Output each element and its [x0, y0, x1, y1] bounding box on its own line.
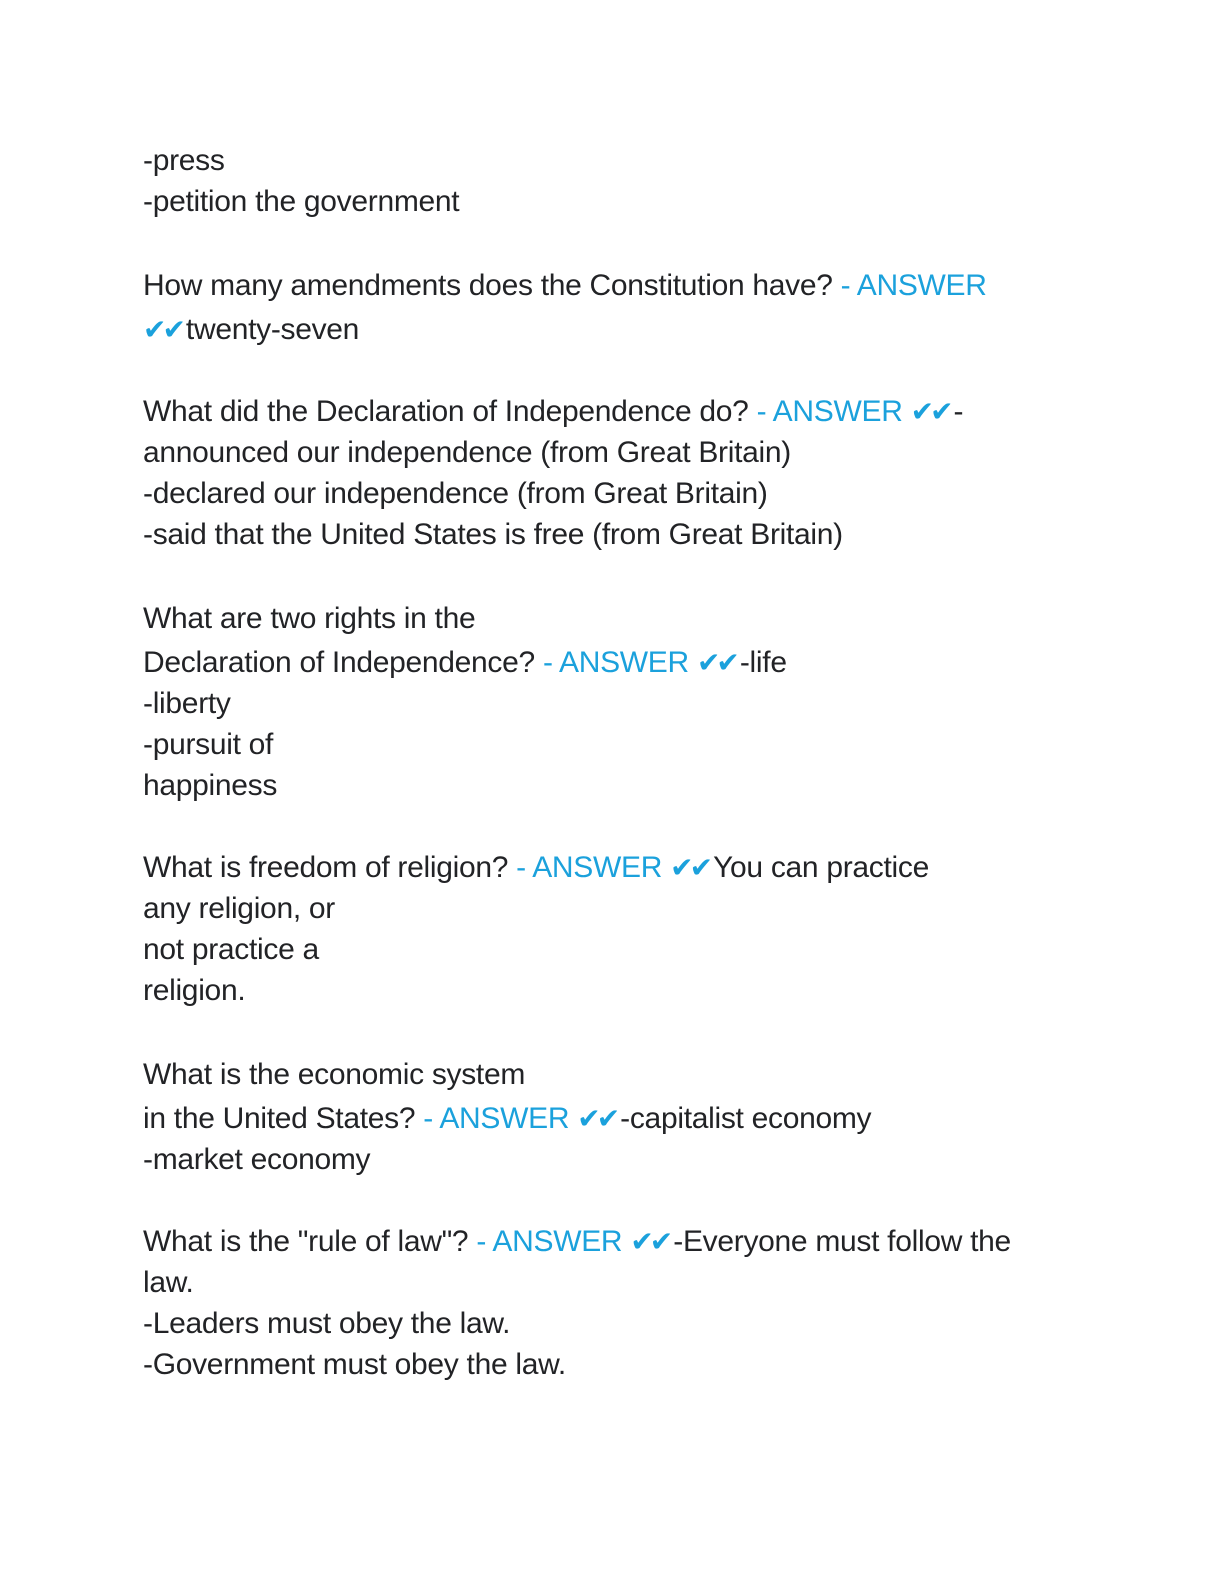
answer-text: -capitalist economy	[620, 1102, 872, 1135]
checkmark-icon: ✔✔	[630, 1225, 670, 1258]
answer-line: -market economy	[143, 1143, 371, 1176]
paragraph-gap	[143, 222, 1103, 263]
paragraph-gap	[143, 555, 1103, 596]
qa-item	[143, 596, 1103, 806]
answer-label: - ANSWER	[508, 851, 663, 884]
paragraph-gap	[143, 350, 1103, 391]
answer-text: -life	[739, 646, 787, 679]
answer-label: - ANSWER	[832, 269, 987, 302]
qa-item	[143, 847, 1103, 1011]
answer-text: -Everyone must follow the	[673, 1225, 1011, 1258]
answer-line: -pursuit of	[143, 728, 274, 761]
answer-line: -liberty	[143, 687, 231, 720]
checkmark-icon: ✔✔	[696, 646, 736, 679]
intro-line: -press	[143, 144, 225, 177]
question-text: What did the Declaration of Independence do?	[143, 395, 749, 428]
question-line: What are two rights in the	[143, 602, 476, 635]
answer-text: -	[953, 395, 964, 428]
qa-item	[143, 1052, 1103, 1180]
intro-line: -petition the government	[143, 185, 460, 218]
paragraph-gap	[143, 1180, 1103, 1221]
answer-line: -said that the United States is free (from Great Britain)	[143, 518, 843, 551]
answer-label: - ANSWER	[748, 395, 903, 428]
answer-text: You can practice	[713, 851, 929, 884]
answer-line: -declared our independence (from Great Britain)	[143, 477, 768, 510]
question-line	[143, 642, 1103, 683]
question-text: Declaration of Independence?	[143, 646, 535, 679]
qa-item	[143, 391, 1103, 555]
qa-item	[143, 1221, 1103, 1385]
checkmark-icon: ✔✔	[577, 1102, 617, 1135]
answer-line: announced our independence (from Great Britain)	[143, 436, 791, 469]
answer-label: - ANSWER	[468, 1225, 623, 1258]
question-line	[143, 263, 1103, 309]
checkmark-icon: ✔✔	[143, 313, 182, 346]
question-line	[143, 1221, 1103, 1262]
answer-line: -Leaders must obey the law.	[143, 1307, 511, 1340]
question-text: in the United States?	[143, 1102, 416, 1135]
checkmark-icon: ✔✔	[670, 851, 710, 884]
question-text: What is freedom of religion?	[143, 851, 509, 884]
document-body	[143, 140, 1103, 1385]
answer-line: law.	[143, 1266, 194, 1299]
qa-item	[143, 263, 1103, 350]
question-line	[143, 847, 1103, 888]
answer-line: happiness	[143, 769, 278, 802]
answer-label: - ANSWER	[415, 1102, 570, 1135]
answer-text: twenty-seven	[185, 313, 360, 346]
answer-line: religion.	[143, 974, 246, 1007]
answer-line	[143, 309, 1103, 350]
answer-line: any religion, or	[143, 892, 335, 925]
paragraph-gap	[143, 1011, 1103, 1052]
question-text: What is the "rule of law"?	[143, 1225, 469, 1258]
paragraph-gap	[143, 806, 1103, 847]
checkmark-icon: ✔✔	[910, 395, 950, 428]
answer-line: not practice a	[143, 933, 319, 966]
question-text: How many amendments does the Constitution have?	[143, 269, 833, 302]
answer-line: -Government must obey the law.	[143, 1348, 566, 1381]
question-line	[143, 391, 1103, 432]
question-line	[143, 1098, 1103, 1139]
question-line: What is the economic system	[143, 1058, 526, 1091]
answer-label: - ANSWER	[534, 646, 689, 679]
